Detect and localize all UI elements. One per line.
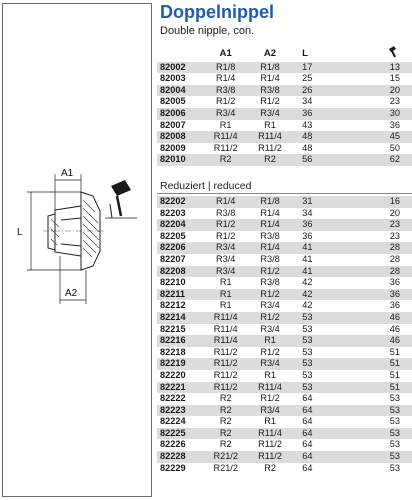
- thread-a1: R11/4: [204, 131, 248, 143]
- wrench-size: 46: [344, 335, 412, 347]
- article-number: 82215: [160, 323, 186, 334]
- thread-a2: R3/4: [260, 323, 280, 334]
- table-row: [157, 73, 412, 85]
- thread-a2: R3/4: [260, 300, 280, 311]
- length-l: 53: [302, 323, 313, 334]
- thread-a2: R1/2: [260, 346, 280, 357]
- length-l: 42: [302, 300, 313, 311]
- thread-a2: R1/2: [248, 266, 292, 278]
- article-number: 82210: [160, 277, 186, 288]
- wrench-size: 51: [344, 382, 412, 394]
- thread-a2: R1/2: [260, 393, 280, 404]
- table-row: [157, 208, 412, 220]
- article-number: 82008: [157, 131, 204, 143]
- table-row: [157, 416, 412, 428]
- wrench-size: 36: [389, 277, 400, 288]
- thread-a2: R3/8: [260, 230, 280, 241]
- length-l: 41: [302, 253, 313, 264]
- thread-a1: R2: [204, 154, 248, 166]
- length-l: 53: [292, 382, 343, 394]
- thread-a1: R1/4: [215, 73, 236, 84]
- thread-a2: R3/8: [260, 253, 280, 264]
- thread-a2: R11/4: [248, 428, 292, 440]
- thread-a1: R11/2: [204, 358, 248, 370]
- table-header-row: [157, 46, 412, 62]
- thread-a2: R11/2: [258, 142, 282, 153]
- thread-a1: R1/2: [215, 96, 236, 107]
- table-row: [157, 143, 412, 155]
- article-number: 82229: [160, 462, 186, 473]
- article-number: 82216: [157, 335, 204, 347]
- length-l: 53: [292, 358, 343, 370]
- table-row: [157, 231, 412, 243]
- length-l: 41: [292, 242, 343, 254]
- thread-a2: R1/4: [260, 73, 280, 84]
- length-l: 64: [302, 416, 313, 427]
- thread-a1: R1/4: [204, 196, 248, 208]
- table-row: [157, 242, 412, 254]
- section-divider: [157, 193, 412, 194]
- wrench-size: 30: [344, 108, 412, 120]
- table-row: [157, 62, 412, 74]
- wrench-size: 53: [389, 416, 400, 427]
- wrench-size: 36: [344, 289, 412, 301]
- wrench-size: 23: [344, 219, 412, 231]
- length-l: 53: [302, 369, 313, 380]
- wrench-size: 62: [344, 154, 412, 166]
- thread-a2: R3/4: [248, 358, 292, 370]
- thread-a2: R1: [264, 119, 276, 130]
- thread-a2: R1: [248, 335, 292, 347]
- wrench-size: 23: [389, 96, 400, 107]
- length-l: 34: [302, 96, 313, 107]
- length-l: 42: [292, 289, 343, 301]
- article-number: 82219: [157, 358, 204, 370]
- article-number: 82223: [157, 405, 204, 417]
- table-row: [157, 85, 412, 97]
- wrench-size: 45: [344, 131, 412, 143]
- length-l: 64: [292, 428, 343, 440]
- article-number: 82224: [160, 416, 186, 427]
- thread-a2: R1/2: [248, 312, 292, 324]
- thread-a2: R1: [264, 369, 276, 380]
- reduced-section-label: Reduziert | reduced: [160, 180, 252, 192]
- table-row: [157, 154, 412, 166]
- thread-a1: R3/4: [204, 242, 248, 254]
- thread-a2: R11/2: [258, 439, 282, 450]
- thread-a1: R3/4: [204, 266, 248, 278]
- thread-a1: R3/8: [204, 85, 248, 97]
- wrench-size: 13: [344, 62, 412, 74]
- length-l: 26: [292, 85, 343, 97]
- thread-a1: R1/2: [204, 219, 248, 231]
- table-row: [157, 451, 412, 463]
- wrench-size: 53: [389, 462, 400, 473]
- length-l: 41: [292, 266, 343, 278]
- article-number: 82005: [160, 96, 186, 107]
- length-l: 64: [292, 451, 343, 463]
- thread-a2: R11/4: [248, 131, 292, 143]
- header-wrench: [344, 46, 412, 62]
- thread-a1: R11/2: [213, 346, 238, 357]
- wrench-size: 36: [389, 300, 400, 311]
- header-l: L: [302, 48, 309, 59]
- length-l: 42: [302, 277, 313, 288]
- dimension-a1-label: A1: [61, 168, 74, 179]
- length-l: 43: [302, 119, 313, 130]
- table-row: [157, 382, 412, 394]
- wrench-size: 53: [389, 439, 400, 450]
- article-number: 82205: [160, 230, 186, 241]
- length-l: 53: [292, 335, 343, 347]
- thread-a2: R1/4: [248, 242, 292, 254]
- wrench-size: 53: [344, 405, 412, 417]
- wrench-icon: [388, 46, 400, 58]
- length-l: 64: [302, 462, 313, 473]
- article-number: 82214: [157, 312, 204, 324]
- article-number: 82218: [160, 346, 186, 357]
- article-number: 82009: [160, 142, 186, 153]
- thread-a1: R11/4: [213, 323, 238, 334]
- table-row: [157, 300, 412, 312]
- wrench-size: 53: [344, 428, 412, 440]
- thread-a1: R1/2: [216, 230, 236, 241]
- wrench-size: 28: [344, 242, 412, 254]
- thread-a2: R11/4: [248, 382, 292, 394]
- article-number: 82208: [157, 266, 204, 278]
- thread-a2: R1: [264, 416, 276, 427]
- table-row: [157, 277, 412, 289]
- table-row: [157, 428, 412, 440]
- article-number: 82225: [157, 428, 204, 440]
- article-number: 82226: [160, 439, 186, 450]
- wrench-size: 51: [389, 369, 400, 380]
- table-row: [157, 347, 412, 359]
- article-number: 82002: [157, 62, 204, 74]
- header-a2: A2: [263, 48, 277, 59]
- wrench-size: 23: [389, 230, 400, 241]
- article-number: 82222: [160, 393, 186, 404]
- table-row: [157, 254, 412, 266]
- table-row: [157, 393, 412, 405]
- thread-a2: R11/2: [248, 451, 292, 463]
- length-l: 36: [292, 219, 343, 231]
- dimension-a2-label: A2: [65, 288, 78, 299]
- article-number: 82004: [157, 85, 204, 97]
- length-l: 25: [302, 73, 313, 84]
- length-l: 36: [292, 108, 343, 120]
- thread-a2: R2: [248, 154, 292, 166]
- table-row: [157, 370, 412, 382]
- header-a1: A1: [219, 48, 232, 59]
- table-row: [157, 219, 412, 231]
- table-row: [157, 358, 412, 370]
- header-code: [157, 46, 204, 62]
- wrench-size: 28: [389, 253, 400, 264]
- length-l: 64: [302, 393, 313, 404]
- table-row: [157, 289, 412, 301]
- length-l: 56: [292, 154, 343, 166]
- thread-a1: R1: [219, 300, 232, 311]
- article-number: 82006: [157, 108, 204, 120]
- thread-a2: R3/4: [248, 405, 292, 417]
- wrench-size: 46: [344, 312, 412, 324]
- wrench-size: 28: [344, 266, 412, 278]
- wrench-size: 46: [389, 323, 400, 334]
- article-number: 82207: [160, 253, 186, 264]
- length-l: 34: [302, 207, 313, 218]
- page-title: Doppelnippel: [160, 2, 274, 22]
- article-number: 82003: [160, 73, 186, 84]
- length-l: 36: [302, 230, 313, 241]
- thread-a2: R1/4: [260, 207, 280, 218]
- thread-a1: R11/2: [204, 382, 248, 394]
- wrench-size: 15: [389, 73, 400, 84]
- technical-drawing-panel: [2, 3, 152, 497]
- thread-a2: R1/2: [260, 96, 280, 107]
- length-l: 48: [302, 142, 313, 153]
- thread-a2: R1/8: [248, 196, 292, 208]
- length-l: 31: [292, 196, 343, 208]
- thread-a1: R3/4: [204, 108, 248, 120]
- wrench-size: 20: [344, 85, 412, 97]
- wrench-size: 53: [344, 451, 412, 463]
- thread-a1: R1: [219, 119, 232, 130]
- page-subtitle: Double nipple, con.: [160, 25, 255, 37]
- table-row: [157, 463, 412, 475]
- wrench-size: 51: [344, 358, 412, 370]
- article-number: 82206: [157, 242, 204, 254]
- double-nipple-drawing: [3, 4, 153, 498]
- table-row: [157, 405, 412, 417]
- thread-a1: R11/4: [204, 312, 248, 324]
- thread-a1: R2: [204, 428, 248, 440]
- length-l: 64: [302, 439, 313, 450]
- thread-a1: R1/8: [204, 62, 248, 74]
- double-nipple-table: [157, 46, 412, 166]
- thread-a1: R1: [219, 277, 232, 288]
- thread-a2: R2: [264, 462, 276, 473]
- article-number: 82211: [157, 289, 204, 301]
- article-number: 82007: [160, 119, 186, 130]
- table-row: [157, 120, 412, 132]
- thread-a1: R2: [204, 405, 248, 417]
- length-l: 48: [292, 131, 343, 143]
- thread-a2: R3/8: [260, 277, 280, 288]
- length-l: 53: [302, 346, 313, 357]
- article-number: 82221: [157, 382, 204, 394]
- thread-a2: R1/8: [248, 62, 292, 74]
- table-row: [157, 266, 412, 278]
- table-row: [157, 108, 412, 120]
- thread-a1: R11/2: [213, 369, 238, 380]
- wrench-symbol-icon: [105, 180, 137, 218]
- thread-a1: R3/8: [216, 207, 236, 218]
- thread-a1: R2: [219, 439, 232, 450]
- thread-a1: R11/2: [213, 142, 238, 153]
- length-l: 17: [292, 62, 343, 74]
- wrench-size: 53: [389, 393, 400, 404]
- wrench-size: 36: [389, 119, 400, 130]
- thread-a1: R2: [219, 393, 232, 404]
- table-row: [157, 131, 412, 143]
- article-number: 82204: [157, 219, 204, 231]
- table-row: [157, 439, 412, 451]
- thread-a2: R1/2: [248, 289, 292, 301]
- wrench-size: 16: [344, 196, 412, 208]
- table-row: [157, 335, 412, 347]
- thread-a1: R2: [219, 416, 232, 427]
- thread-a1: R1: [204, 289, 248, 301]
- thread-a2: R3/4: [248, 108, 292, 120]
- wrench-size: 51: [389, 346, 400, 357]
- dimension-l-label: L: [17, 227, 23, 238]
- table-row: [157, 324, 412, 336]
- length-l: 53: [292, 312, 343, 324]
- wrench-size: 50: [389, 142, 400, 153]
- wrench-size: 20: [389, 207, 400, 218]
- article-number: 82220: [160, 369, 186, 380]
- reduced-nipple-table: [157, 196, 412, 474]
- article-number: 82203: [160, 207, 186, 218]
- thread-a2: R1/4: [248, 219, 292, 231]
- article-number: 82228: [157, 451, 204, 463]
- table-row: [157, 96, 412, 108]
- table-row: [157, 312, 412, 324]
- thread-a1: R11/4: [204, 335, 248, 347]
- thread-a2: R3/8: [248, 85, 292, 97]
- article-number: 82212: [160, 300, 186, 311]
- article-number: 82010: [157, 154, 204, 166]
- article-number: 82202: [157, 196, 204, 208]
- length-l: 64: [292, 405, 343, 417]
- thread-a1: R21/2: [213, 462, 238, 473]
- thread-a1: R21/2: [204, 451, 248, 463]
- table-row: [157, 196, 412, 208]
- thread-a1: R3/4: [216, 253, 236, 264]
